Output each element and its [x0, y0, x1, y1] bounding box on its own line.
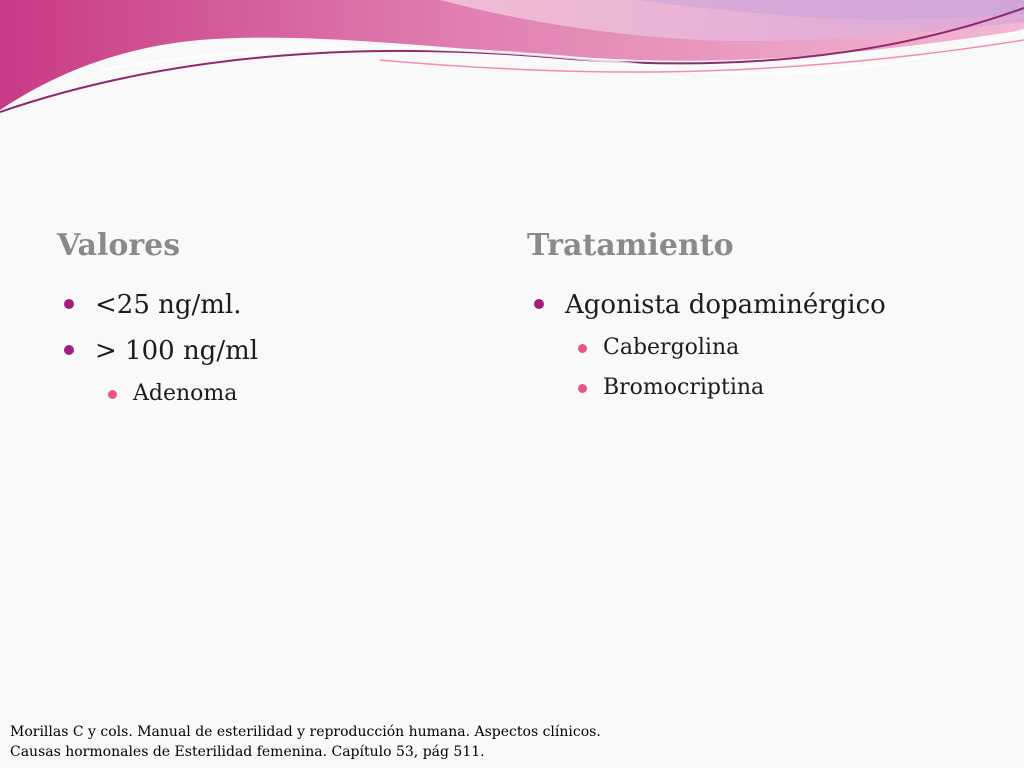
sub-list-item-text: Adenoma	[133, 381, 238, 406]
sub-list-item	[527, 328, 947, 368]
citation-line: Causas hormonales de Esterilidad femenina. Capítulo 53, pág 511.	[10, 744, 485, 760]
values-heading: Valores	[57, 228, 181, 263]
sub-list-item-text: Bromocriptina	[603, 375, 765, 400]
sub-list-item	[57, 374, 477, 414]
sub-list-item-text: Cabergolina	[603, 335, 740, 360]
list-item-text: <25 ng/ml.	[95, 290, 242, 320]
list-item-text: > 100 ng/ml	[95, 336, 259, 366]
sub-list-item	[527, 368, 947, 408]
decorative-wave-banner	[0, 0, 1024, 140]
citation-line: Morillas C y cols. Manual de esterilidad y reproducción humana. Aspectos clínicos.	[10, 724, 601, 740]
bullet-icon	[534, 299, 544, 309]
bullet-icon	[64, 345, 74, 355]
treatment-list	[527, 282, 947, 408]
list-item	[57, 328, 477, 374]
values-list	[57, 282, 477, 414]
list-item-text: Agonista dopaminérgico	[565, 290, 886, 320]
list-item	[527, 282, 947, 328]
list-item	[57, 282, 477, 328]
sub-bullet-icon	[108, 390, 117, 399]
values-column	[57, 222, 477, 414]
bullet-icon	[64, 299, 74, 309]
treatment-column	[527, 222, 947, 408]
citation	[10, 722, 601, 762]
sub-bullet-icon	[578, 384, 587, 393]
sub-bullet-icon	[578, 344, 587, 353]
treatment-heading: Tratamiento	[527, 228, 734, 263]
